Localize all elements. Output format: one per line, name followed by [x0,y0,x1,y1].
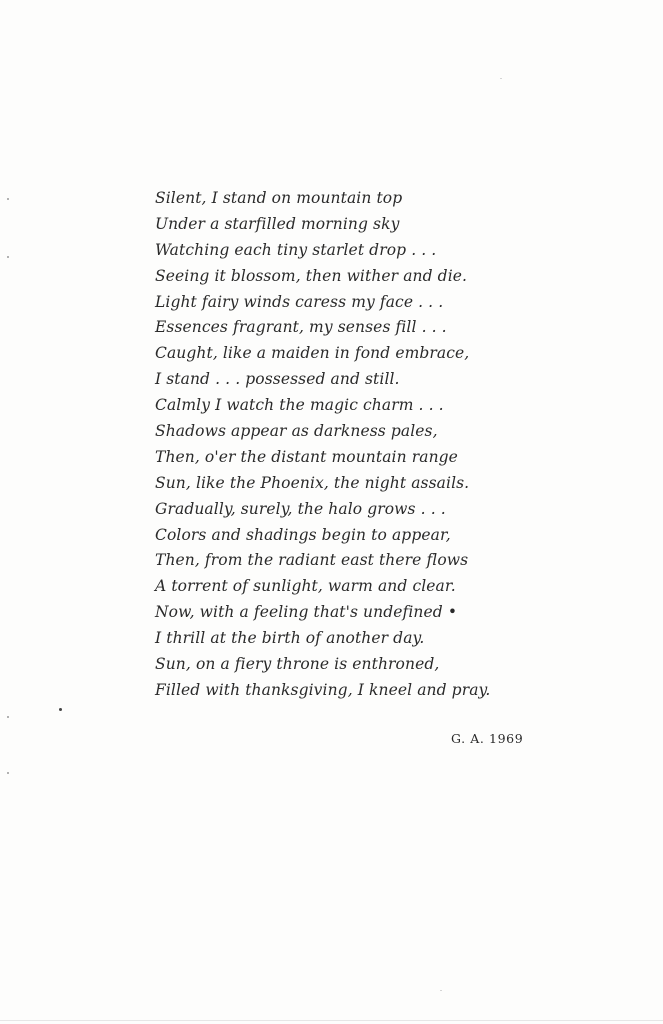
poem-line: Watching each tiny starlet drop . . . [155,240,437,259]
scan-speck [7,256,9,258]
poem-line: Sun, on a fiery throne is enthroned, [155,655,440,674]
poem-line: Caught, like a maiden in fond embrace, [155,344,470,363]
scan-speck [7,716,9,718]
poem-line: Sun, like the Phoenix, the night assails. [155,473,470,492]
poem-line: Calmly I watch the magic charm . . . [155,396,444,415]
poem-line: Filled with thanksgiving, I kneel and pray. [155,680,491,699]
poem-line: Under a starfilled morning sky [155,214,400,233]
page-edge [0,1020,663,1021]
poem-line: Shadows appear as darkness pales, [155,422,438,441]
poem-body [155,186,555,704]
poem-signature: G. A. 1969 [451,731,524,746]
poem-line: Silent, I stand on mountain top [155,189,403,207]
poem-line: Now, with a feeling that's undefined • [155,603,458,622]
scan-speck [440,990,442,991]
scan-speck [59,708,62,711]
poem-line: I stand . . . possessed and still. [155,370,400,389]
poem-line: Seeing it blossom, then wither and die. [155,266,468,285]
scan-speck [7,198,9,200]
poem-line: Then, from the radiant east there flows [155,551,469,570]
scan-speck [7,772,9,774]
poem-line: Essences fragrant, my senses fill . . . [155,318,447,337]
poem-line: Then, o'er the distant mountain range [155,447,458,466]
poem-line: Gradually, surely, the halo grows . . . [155,499,446,518]
poem-line: A torrent of sunlight, warm and clear. [155,577,456,596]
poem-line: Colors and shadings begin to appear, [155,525,451,544]
poem-line: Light fairy winds caress my face . . . [155,292,444,311]
poem-line: I thrill at the birth of another day. [155,629,425,648]
scan-speck [500,78,502,79]
